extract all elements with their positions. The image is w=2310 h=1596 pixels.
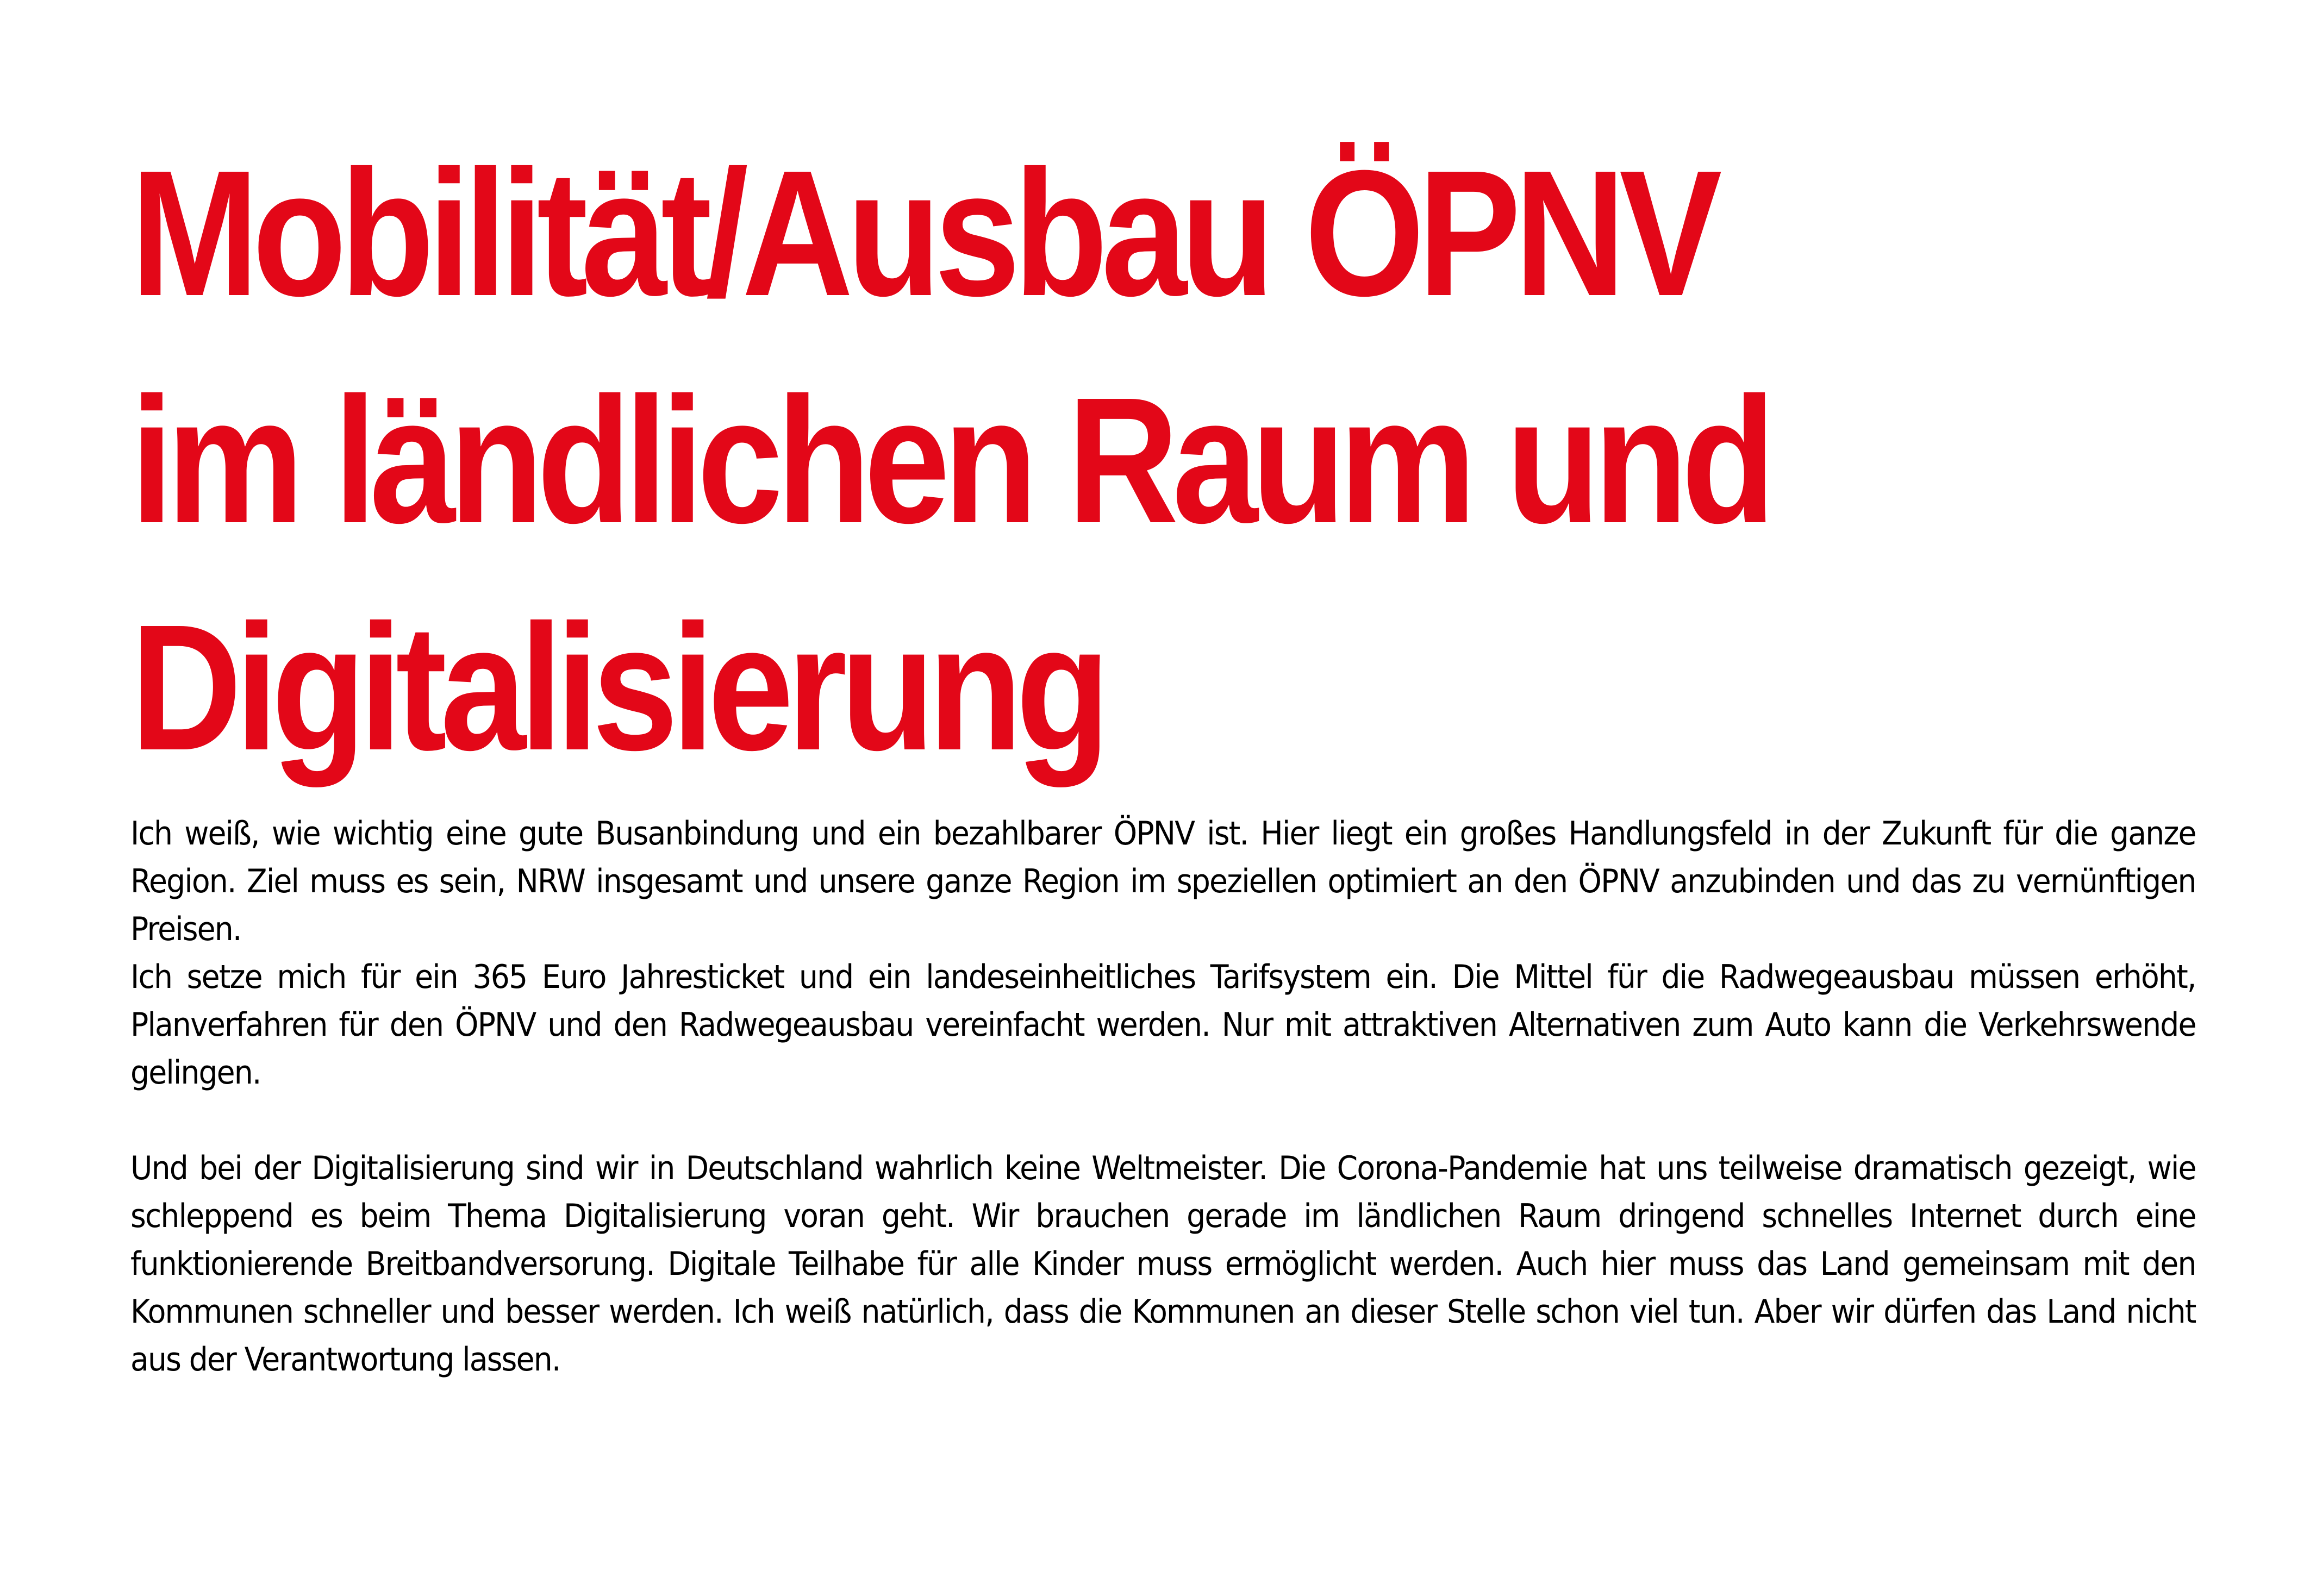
page-title — [130, 120, 2187, 801]
headline-line-3: Digitalisierung — [130, 587, 1104, 787]
headline-line-2: im ländlichen Raum und — [130, 360, 1769, 560]
paragraph-oepnv-intro: Ich weiß, wie wichtig eine gute Busanbindung und ein bezahlbarer ÖPNV ist. Hier liegt ein großes Handlungsfeld in der Zukunft für die ganze Region. Ziel muss es sein, NRW insgesamt und unsere ganze Region im speziellen optimiert an den ÖPNV anzubinden und das zu vernünftigen Preisen. — [130, 815, 2196, 948]
headline-line-1: Mobilität/Ausbau ÖPNV — [130, 133, 1716, 333]
paragraph-jahresticket: Ich setze mich für ein 365 Euro Jahresticket und ein landeseinheitliches Tarifsystem ein. Die Mittel für die Radwegeausbau müssen erhöht, Planverfahren für den ÖPNV und den Radwegeausbau vereinfacht werden. Nur mit attraktiven Alternativen zum Auto kann die Verkehrswende gelingen. — [130, 958, 2196, 1092]
paragraph-digitalisierung: Und bei der Digitalisierung sind wir in Deutschland wahrlich keine Weltmeister. Die Corona-Pandemie hat uns teilweise dramatisch gezeigt, wie schleppend es beim Thema Digitalisierung voran geht. Wir brauchen gerade im ländlichen Raum dringend schnelles Internet durch eine funktionierende Breitbandversorung. Digitale Teilhabe für alle Kinder muss ermöglicht werden. Auch hier muss das Land gemeinsam mit den Kommunen schneller und besser werden. Ich weiß natürlich, dass die Kommunen an dieser Stelle schon viel tun. Aber wir dürfen das Land nicht aus der Verantwortung lassen. — [130, 1149, 2196, 1379]
body-text — [130, 810, 2196, 1384]
document-page — [130, 120, 2196, 1379]
